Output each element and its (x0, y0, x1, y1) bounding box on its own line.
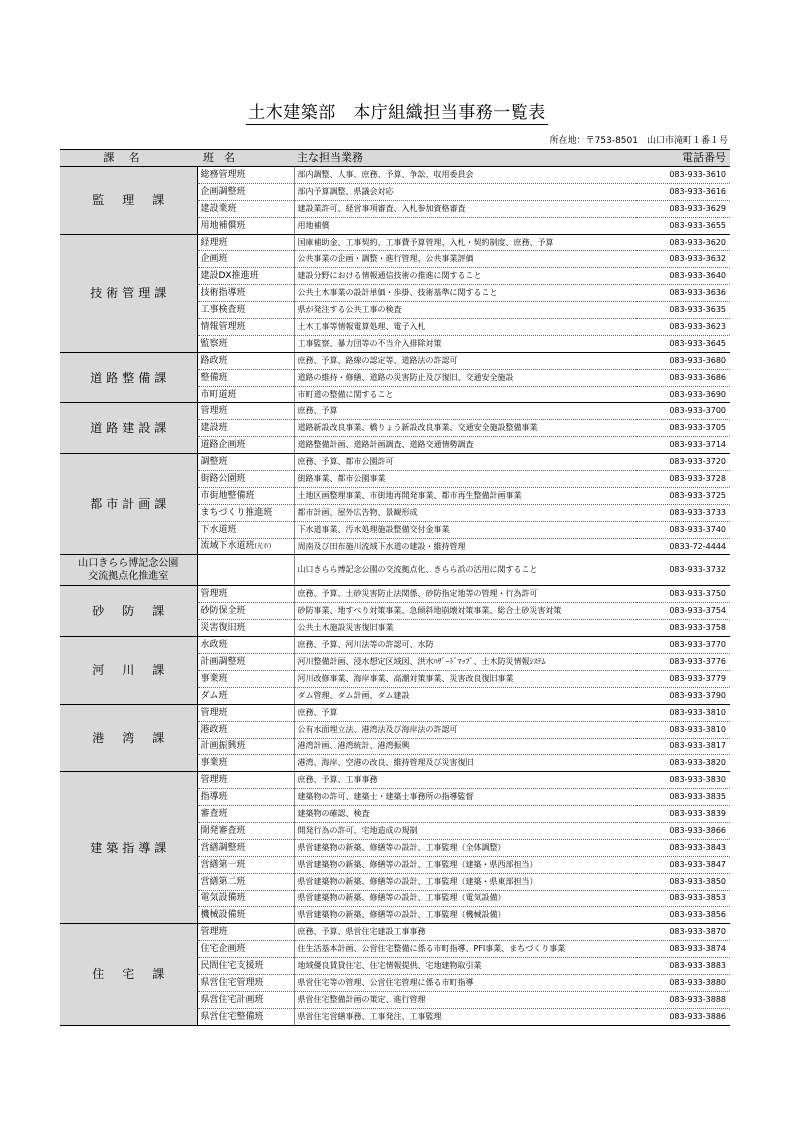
unit-name-text: 路政班 (200, 355, 228, 366)
phone-number: 083-933-3740 (636, 521, 730, 538)
phone-number: 083-933-3835 (636, 789, 730, 806)
duties: 公有水面埋立法、港湾法及び海岸法の許認可 (294, 721, 636, 738)
unit-name (197, 352, 294, 369)
unit-name (197, 302, 294, 319)
phone-number: 083-933-3610 (636, 167, 730, 184)
section-name-text: 港湾課 (92, 731, 183, 745)
unit-name-text: 県営住宅管理班 (200, 977, 264, 988)
duties: 公共事業の企画・調整・進行管理、公共事業評価 (294, 251, 636, 268)
duties: 国庫補助金、工事契約、工事費予算管理、入札・契約制度、庶務、予算 (294, 234, 636, 251)
phone-number: 083-933-3850 (636, 873, 730, 890)
unit-name (197, 839, 294, 856)
unit-name (197, 403, 294, 420)
unit-name-text: 電気設備班 (200, 893, 246, 904)
unit-name (197, 687, 294, 704)
duties: 庶務、予算、河川法等の許認可、水防 (294, 637, 636, 654)
phone-number: 083-933-3629 (636, 200, 730, 217)
phone-number: 083-933-3645 (636, 335, 730, 352)
phone-number: 083-933-3866 (636, 822, 730, 839)
table-row (60, 637, 730, 654)
section-name-text: 住宅課 (92, 967, 183, 982)
duties: 地域優良賃貸住宅、住宅情報提供、宅地建物取引業 (294, 958, 636, 975)
duties: 庶務、予算、工事事務 (294, 772, 636, 789)
unit-name (197, 538, 294, 555)
unit-name (197, 234, 294, 251)
section-name-text: 山口きらら博記念公園 交流拠点化推進室 (78, 558, 179, 583)
phone-number: 083-933-3623 (636, 319, 730, 336)
unit-name-text: 工事検査班 (200, 305, 246, 316)
duties: 庶務、予算、県営住宅建設工事事務 (294, 924, 636, 941)
phone-number: 083-933-3728 (636, 471, 730, 488)
table-row (60, 924, 730, 941)
table-row (60, 167, 730, 184)
phone-number: 0833-72-4444 (636, 538, 730, 555)
duties: 庶務、予算、路線の認定等、道路法の許認可 (294, 352, 636, 369)
section-name (60, 637, 197, 705)
phone-number: 083-933-3754 (636, 603, 730, 620)
table-row (60, 352, 730, 369)
unit-name-text: 情報管理班 (200, 321, 246, 332)
duties: 下水道事業、汚水処理施設整備交付金事業 (294, 521, 636, 538)
duties: 道路の維持・修繕、道路の災害防止及び復旧、交通安全施設 (294, 369, 636, 386)
unit-name-text: 流域下水道班 (200, 541, 255, 552)
phone-number: 083-933-3856 (636, 907, 730, 924)
phone-number: 083-933-3700 (636, 403, 730, 420)
unit-name-text: 開発審査班 (200, 825, 246, 836)
unit-name (197, 285, 294, 302)
unit-name-text: 総務管理班 (200, 169, 246, 180)
unit-name (197, 704, 294, 721)
phone-number: 083-933-3847 (636, 856, 730, 873)
phone-number: 083-933-3843 (636, 839, 730, 856)
phone-number: 083-933-3830 (636, 772, 730, 789)
duties: 県営建築物の新築、修繕等の設計、工事監理（建築・県東部担当） (294, 873, 636, 890)
unit-name-text: 建設班 (200, 423, 228, 434)
duties: 都市計画、屋外広告物、景観形成 (294, 504, 636, 521)
duties: 建設業許可、経営事項審査、入札参加資格審査 (294, 200, 636, 217)
table-body (60, 167, 730, 1026)
unit-name-text: 建設業班 (200, 203, 237, 214)
section-name (60, 234, 197, 352)
table-row (60, 403, 730, 420)
duties: 周南及び田布施川流域下水道の建設・維持管理 (294, 538, 636, 555)
unit-name (197, 167, 294, 184)
unit-name (197, 907, 294, 924)
unit-name-text: 管理班 (200, 927, 228, 938)
unit-name-text: 計画振興班 (200, 741, 246, 752)
unit-name (197, 789, 294, 806)
duties: 県営住宅営繕事務、工事発注、工事監理 (294, 1008, 636, 1025)
unit-name-text: 整備班 (200, 372, 228, 383)
duties: 山口きらら博記念公園の交流拠点化、きらら浜の活用に関すること (294, 555, 636, 586)
unit-name-text: 企画班 (200, 254, 228, 265)
page-title: 土木建築部 本庁組織担当事務一覧表 (248, 103, 546, 123)
duties: 市町道の整備に関すること (294, 386, 636, 403)
unit-name (197, 806, 294, 823)
unit-name (197, 504, 294, 521)
phone-number: 083-933-3888 (636, 991, 730, 1008)
phone-number: 083-933-3886 (636, 1008, 730, 1025)
section-name-text: 都市計画課 (90, 497, 171, 512)
unit-name (197, 217, 294, 234)
unit-name-text: 水政班 (200, 640, 228, 651)
duties: 県営建築物の新築、修繕等の設計、工事監理（全体調整） (294, 839, 636, 856)
unit-name (197, 183, 294, 200)
unit-name-text: 経理班 (200, 237, 228, 248)
duties: 建築物の確認、検査 (294, 806, 636, 823)
unit-name (197, 738, 294, 755)
section-name (60, 704, 197, 772)
unit-name (197, 1008, 294, 1025)
phone-number: 083-933-3635 (636, 302, 730, 319)
phone-number: 083-933-3714 (636, 437, 730, 454)
unit-name (197, 721, 294, 738)
unit-name-text: 街路公園班 (200, 473, 246, 484)
unit-name (197, 487, 294, 504)
unit-name-text: 管理班 (200, 406, 228, 417)
unit-name-text: 企画調整班 (200, 186, 246, 197)
phone-number: 083-933-3874 (636, 941, 730, 958)
unit-name-text: 下水道班 (200, 524, 237, 535)
header-work: 主な担当業務 (294, 150, 636, 167)
unit-name-text: 建設DX推進班 (200, 271, 259, 282)
unit-name (197, 620, 294, 637)
duties: 庶務、予算、土砂災害防止法関係、砂防指定地等の管理・行為許可 (294, 586, 636, 603)
phone-number: 083-933-3686 (636, 369, 730, 386)
duties: 土地区画整理事業、市街地再開発事業、都市再生整備計画事業 (294, 487, 636, 504)
unit-name (197, 335, 294, 352)
duties: 部内調整、人事、庶務、予算、争訟、収用委員会 (294, 167, 636, 184)
phone-number: 083-933-3680 (636, 352, 730, 369)
duties: 道路整備計画、道路計画調査、道路交通情勢調査 (294, 437, 636, 454)
phone-number: 083-933-3636 (636, 285, 730, 302)
duties: 県営建築物の新築、修繕等の設計、工事監理（建築・県西部担当） (294, 856, 636, 873)
duties: 庶務、予算 (294, 704, 636, 721)
unit-name (197, 637, 294, 654)
unit-name (197, 941, 294, 958)
phone-number: 083-933-3883 (636, 958, 730, 975)
unit-name (197, 386, 294, 403)
phone-number: 083-933-3616 (636, 183, 730, 200)
unit-name-text: 砂防保全班 (200, 606, 246, 617)
duties: 道路新設改良事業、橋りょう新設改良事業、交通安全施設整備事業 (294, 420, 636, 437)
duties: 公共土木事業の設計単価・歩掛、技術基準に関すること (294, 285, 636, 302)
unit-name-text: 住宅企画班 (200, 944, 246, 955)
unit-name (197, 471, 294, 488)
unit-name (197, 521, 294, 538)
phone-number: 083-933-3770 (636, 637, 730, 654)
duties: 県が発注する公共工事の検査 (294, 302, 636, 319)
section-name (60, 924, 197, 1025)
unit-name (197, 856, 294, 873)
phone-number: 083-933-3810 (636, 704, 730, 721)
phone-number: 083-933-3690 (636, 386, 730, 403)
duties: 土木工事等情報電算処理、電子入札 (294, 319, 636, 336)
table-header-row (60, 150, 730, 167)
duties: 港湾計画、港湾統計、港湾振興 (294, 738, 636, 755)
duties: 県営建築物の新築、修繕等の設計、工事監理（機械設備） (294, 907, 636, 924)
section-name (60, 167, 197, 235)
duties: 県営住宅整備計画の策定、進行管理 (294, 991, 636, 1008)
section-name-text: 建築指導課 (90, 840, 171, 855)
unit-name (197, 586, 294, 603)
unit-name (197, 755, 294, 772)
unit-name-text: 事業班 (200, 758, 228, 769)
phone-number: 083-933-3732 (636, 555, 730, 586)
unit-name-text: 管理班 (200, 775, 228, 786)
duties: 庶務、予算 (294, 403, 636, 420)
address: 所在地：〒753-8501 山口市滝町１番１号 (549, 136, 728, 146)
duties: 建設分野における情報通信技術の推進に関すること (294, 268, 636, 285)
unit-name (197, 603, 294, 620)
unit-name (197, 200, 294, 217)
phone-number: 083-933-3779 (636, 670, 730, 687)
duties: 河川整備計画、浸水想定区域図、洪水ﾊｻﾞｰﾄﾞﾏｯﾌﾟ、土木防災情報ｼｽﾃﾑ (294, 654, 636, 671)
unit-name (197, 991, 294, 1008)
phone-number: 083-933-3839 (636, 806, 730, 823)
unit-name (197, 420, 294, 437)
phone-number: 083-933-3750 (636, 586, 730, 603)
phone-number: 083-933-3870 (636, 924, 730, 941)
unit-name-text: 道路企画班 (200, 440, 246, 451)
header-ka: 課名 (60, 150, 197, 167)
unit-name-text: 監察班 (200, 338, 228, 349)
phone-number: 083-933-3776 (636, 654, 730, 671)
phone-number: 083-933-3632 (636, 251, 730, 268)
section-name-text: 道路整備課 (90, 370, 171, 385)
table-row (60, 704, 730, 721)
unit-name (197, 974, 294, 991)
phone-number: 083-933-3733 (636, 504, 730, 521)
unit-name-text: まちづくり推進班 (200, 507, 273, 518)
phone-number: 083-933-3620 (636, 234, 730, 251)
table-row (60, 234, 730, 251)
unit-name-text: 営繕第二班 (200, 876, 246, 887)
section-name (60, 352, 197, 403)
unit-name (197, 454, 294, 471)
section-name (60, 772, 197, 924)
phone-number: 083-933-3720 (636, 454, 730, 471)
organization-table (60, 149, 730, 1026)
unit-name (197, 654, 294, 671)
unit-name-text: 民間住宅支援班 (200, 961, 264, 972)
phone-number: 083-933-3655 (636, 217, 730, 234)
unit-name-text: ダム班 (200, 690, 228, 701)
duties: 住生活基本計画、公営住宅整備に係る市町指導、PFI事業、まちづくり事業 (294, 941, 636, 958)
unit-name (197, 958, 294, 975)
unit-name (197, 890, 294, 907)
unit-name-text: 災害復旧班 (200, 623, 246, 634)
duties: 建築物の許可、建築士・建築士事務所の指導監督 (294, 789, 636, 806)
phone-number: 083-933-3853 (636, 890, 730, 907)
unit-name-text: 市街地整備班 (200, 490, 255, 501)
phone-number: 083-933-3705 (636, 420, 730, 437)
unit-name-text: 調整班 (200, 457, 228, 468)
phone-number: 083-933-3725 (636, 487, 730, 504)
phone-number: 083-933-3820 (636, 755, 730, 772)
table-row (60, 555, 730, 586)
unit-name-text: 県営住宅計画班 (200, 994, 264, 1005)
unit-name-text: 県営住宅整備班 (200, 1011, 264, 1022)
unit-name (197, 437, 294, 454)
unit-name-text: 営繕第一班 (200, 859, 246, 870)
unit-name (197, 369, 294, 386)
duties: 港湾、海岸、空港の改良、維持管理及び災害復旧 (294, 755, 636, 772)
duties: ダム管理、ダム計画、ダム建設 (294, 687, 636, 704)
section-name-text: 技術管理課 (90, 286, 171, 301)
phone-number: 083-933-3880 (636, 974, 730, 991)
unit-name-text: 技術指導班 (200, 288, 246, 299)
section-name (60, 586, 197, 637)
duties: 工事監察、暴力団等の不当介入排除対策 (294, 335, 636, 352)
duties: 県営住宅等の管理、公営住宅管理に係る市町指導 (294, 974, 636, 991)
table-row (60, 586, 730, 603)
phone-number: 083-933-3758 (636, 620, 730, 637)
unit-name-text: 市町道班 (200, 389, 237, 400)
section-name-text: 河川課 (92, 663, 183, 678)
unit-name (197, 670, 294, 687)
section-name-text: 砂防課 (92, 604, 183, 619)
phone-number: 083-933-3810 (636, 721, 730, 738)
section-name (60, 403, 197, 454)
duties: 砂防事業、地すべり対策事業、急傾斜地崩壊対策事業、総合土砂災害対策 (294, 603, 636, 620)
unit-note: (光市) (254, 543, 272, 551)
table-row (60, 454, 730, 471)
unit-name (197, 268, 294, 285)
unit-name-text: 計画調整班 (200, 656, 246, 667)
unit-name-text: 用地補償班 (200, 220, 246, 231)
duties: 街路事業、都市公園事業 (294, 471, 636, 488)
section-name (60, 454, 197, 555)
unit-name-text: 機械設備班 (200, 910, 246, 921)
unit-name-text: 審査班 (200, 809, 228, 819)
duties: 用地補償 (294, 217, 636, 234)
phone-number: 083-933-3817 (636, 738, 730, 755)
duties: 県営建築物の新築、修繕等の設計、工事監理（電気設備） (294, 890, 636, 907)
phone-number: 083-933-3790 (636, 687, 730, 704)
duties: 公共土木施設災害復旧事業 (294, 620, 636, 637)
unit-name (197, 319, 294, 336)
duties: 部内予算調整、県議会対応 (294, 183, 636, 200)
unit-name-text: 管理班 (200, 589, 228, 600)
phone-number: 083-933-3640 (636, 268, 730, 285)
unit-name (197, 251, 294, 268)
duties: 庶務、予算、都市公園許可 (294, 454, 636, 471)
table-row (60, 772, 730, 789)
header-han: 班名 (197, 150, 294, 167)
unit-name (197, 873, 294, 890)
unit-name-text: 事業班 (200, 673, 228, 684)
unit-name-text: 港政班 (200, 724, 228, 735)
header-tel: 電話番号 (636, 150, 730, 167)
duties: 河川改修事業、海岸事業、高潮対策事業、災害改良復旧事業 (294, 670, 636, 687)
section-name-text: 監理課 (92, 193, 183, 208)
duties: 開発行為の許可、宅地造成の規制 (294, 822, 636, 839)
unit-name-text: 営繕調整班 (200, 842, 246, 853)
unit-name (197, 555, 294, 586)
section-name-text: 道路建設課 (90, 421, 171, 436)
unit-name (197, 772, 294, 789)
unit-name-text: 管理班 (200, 707, 228, 718)
unit-name (197, 924, 294, 941)
section-name (60, 555, 197, 586)
unit-name-text: 指導班 (200, 792, 228, 803)
unit-name (197, 822, 294, 839)
